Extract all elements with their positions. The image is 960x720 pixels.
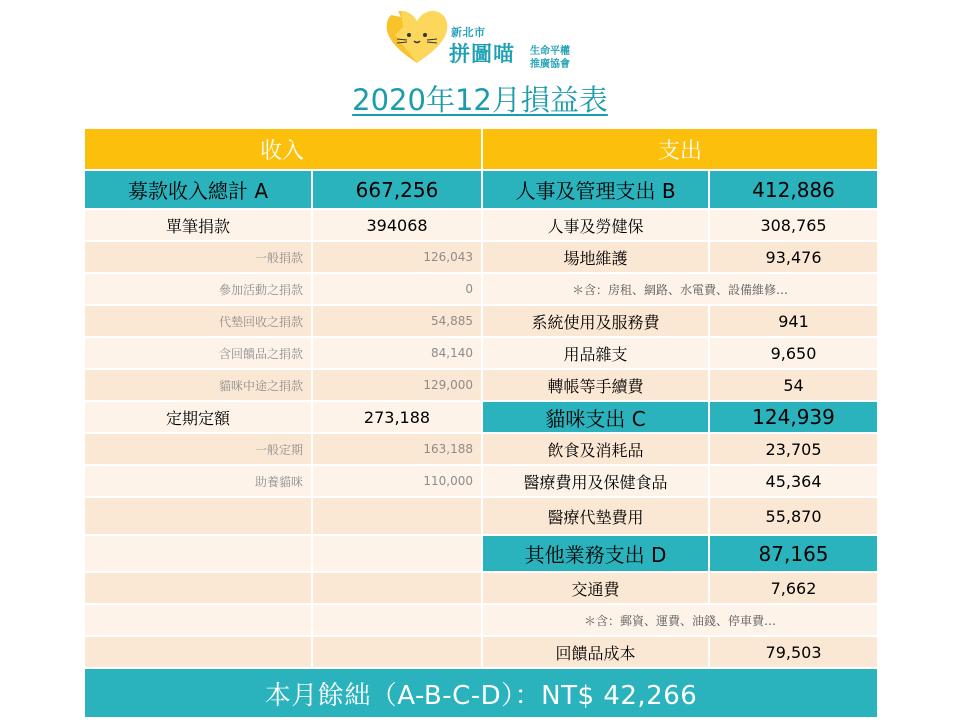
income-sub-label: 參加活動之捐款	[84, 273, 312, 305]
table-row	[84, 241, 878, 273]
table-row	[84, 433, 878, 465]
income-sub-label: 貓咪中途之捐款	[84, 369, 312, 401]
logo-city: 新北市	[451, 26, 486, 39]
expense-label: 回饋品成本	[482, 636, 709, 668]
table-header-row	[84, 128, 878, 170]
income-sub-value: 54,885	[312, 305, 482, 337]
income-label: 定期定額	[84, 401, 312, 433]
empty-cell	[312, 636, 482, 668]
expense-label: 系統使用及服務費	[482, 305, 709, 337]
income-sub-label: 一般定期	[84, 433, 312, 465]
income-sub-value: 163,188	[312, 433, 482, 465]
income-sub-label: 一般捐款	[84, 241, 312, 273]
income-sub-label: 含回饋品之捐款	[84, 337, 312, 369]
expense-value: 45,364	[709, 465, 878, 497]
expense-label: 人事及勞健保	[482, 209, 709, 241]
table-row	[84, 535, 878, 572]
logo-tagline-1: 生命平權	[530, 46, 570, 57]
income-sub-value: 0	[312, 273, 482, 305]
income-sub-value: 110,000	[312, 465, 482, 497]
expense-value: 93,476	[709, 241, 878, 273]
income-sub-value: 84,140	[312, 337, 482, 369]
expense-value: 941	[709, 305, 878, 337]
expense-value: 308,765	[709, 209, 878, 241]
table-row	[84, 369, 878, 401]
logo-name: 拼圖喵	[449, 42, 515, 66]
empty-cell	[312, 572, 482, 604]
cat-heart-logo-icon	[383, 5, 451, 67]
income-total-value: 667,256	[312, 170, 482, 209]
expense-label: 用品雜支	[482, 337, 709, 369]
expense-value: 9,650	[709, 337, 878, 369]
income-total-label: 募款收入總計 A	[84, 170, 312, 209]
expense-value: 55,870	[709, 497, 878, 535]
expense-c-label: 貓咪支出 C	[482, 401, 709, 433]
expense-value: 23,705	[709, 433, 878, 465]
logo-tagline-2: 推廣協會	[530, 59, 570, 70]
expense-label: 醫療費用及保健食品	[482, 465, 709, 497]
empty-cell	[84, 535, 312, 572]
total-row	[84, 668, 878, 718]
income-sub-label: 代墊回收之捐款	[84, 305, 312, 337]
expense-label: 場地維護	[482, 241, 709, 273]
monthly-balance: 本月餘絀（A-B-C-D）：NT$ 42,266	[84, 668, 878, 718]
expense-note: ＊含：郵資、運費、油錢、停車費…	[482, 604, 878, 636]
table-row	[84, 465, 878, 497]
empty-cell	[84, 604, 312, 636]
expense-label: 轉帳等手續費	[482, 369, 709, 401]
association-logo	[383, 5, 593, 70]
expense-label: 醫療代墊費用	[482, 497, 709, 535]
table-row	[84, 401, 878, 433]
table-row	[84, 636, 878, 668]
table-row	[84, 572, 878, 604]
income-sub-label: 助養貓咪	[84, 465, 312, 497]
empty-cell	[312, 604, 482, 636]
page-title: 2020年12月損益表	[352, 83, 608, 117]
table-row	[84, 497, 878, 535]
profit-loss-table	[83, 127, 879, 719]
table-row	[84, 305, 878, 337]
table-row	[84, 604, 878, 636]
expense-label: 交通費	[482, 572, 709, 604]
income-sub-value: 126,043	[312, 241, 482, 273]
income-sub-value: 129,000	[312, 369, 482, 401]
expense-c-value: 124,939	[709, 401, 878, 433]
empty-cell	[312, 535, 482, 572]
table-row	[84, 209, 878, 241]
income-value: 394068	[312, 209, 482, 241]
empty-cell	[84, 497, 312, 535]
income-header: 收入	[84, 128, 482, 170]
expense-d-label: 其他業務支出 D	[482, 535, 709, 572]
expense-b-label: 人事及管理支出 B	[482, 170, 709, 209]
expense-d-value: 87,165	[709, 535, 878, 572]
table-row	[84, 170, 878, 209]
expense-note: ＊含：房租、網路、水電費、設備維修…	[482, 273, 878, 305]
expense-value: 79,503	[709, 636, 878, 668]
table-row	[84, 273, 878, 305]
expense-header: 支出	[482, 128, 878, 170]
page-title-wrap	[0, 78, 960, 119]
empty-cell	[84, 572, 312, 604]
expense-value: 54	[709, 369, 878, 401]
empty-cell	[312, 497, 482, 535]
expense-b-value: 412,886	[709, 170, 878, 209]
table-row	[84, 337, 878, 369]
income-value: 273,188	[312, 401, 482, 433]
income-label: 單筆捐款	[84, 209, 312, 241]
empty-cell	[84, 636, 312, 668]
expense-label: 飲食及消耗品	[482, 433, 709, 465]
expense-value: 7,662	[709, 572, 878, 604]
